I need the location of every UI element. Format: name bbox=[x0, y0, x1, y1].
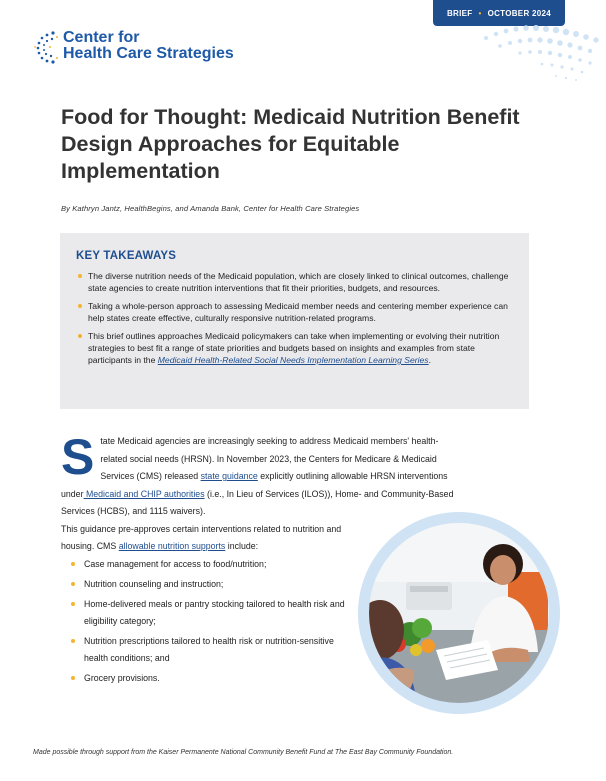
list-item: Home-delivered meals or pantry stocking tailored to health risk and eligibility category; bbox=[70, 596, 350, 630]
intro-text: include: bbox=[225, 541, 259, 551]
logo-line-1: Center for bbox=[63, 29, 140, 46]
dot-burst-logo-icon bbox=[33, 27, 61, 65]
key-takeaways-panel bbox=[60, 233, 529, 409]
nutrition-supports-list bbox=[70, 556, 350, 690]
takeaway-text: Taking a whole-person approach to assessing Medicaid member needs and centering member experience can help states create effective, culturally responsive nutrition-related programs. bbox=[88, 301, 508, 323]
list-item: Case management for access to food/nutrition; bbox=[70, 556, 350, 573]
badge-type: BRIEF bbox=[446, 8, 473, 18]
badge-separator: • bbox=[478, 8, 482, 18]
list-item: Nutrition counseling and instruction; bbox=[70, 576, 350, 593]
key-takeaways-heading: KEY TAKEAWAYS bbox=[76, 250, 177, 262]
dot-pattern-decoration bbox=[470, 22, 606, 82]
list-item: Grocery provisions. bbox=[70, 670, 350, 687]
badge-date: OCTOBER 2024 bbox=[487, 8, 552, 18]
intro-text: This guidance pre-approves certain interventions related to nutrition and housing. CMS bbox=[61, 523, 342, 551]
takeaway-text-end: . bbox=[428, 355, 431, 365]
funding-footer: Made possible through support from the Kaiser Permanente National Community Benefit Fund at The East Bay Community Foundation. bbox=[33, 749, 454, 756]
takeaway-text: This brief outlines approaches Medicaid policymakers can take when implementing or evolving their nutrition strategies to best fit a range of state priorities and budgets based on insights and examples from state participants in the bbox=[88, 331, 500, 365]
medicaid-chip-authorities-link[interactable]: Medicaid and CHIP authorities bbox=[83, 488, 205, 499]
takeaway-text: The diverse nutrition needs of the Medicaid population, which are closely linked to clinical outcomes, challenge state agencies to create nutrition interventions that fit their priorities, budgets, and resources. bbox=[88, 271, 509, 293]
takeaway-item bbox=[76, 300, 513, 324]
document-title: Food for Thought: Medicaid Nutrition Benefit Design Approaches for Equitable Implementation bbox=[61, 105, 520, 183]
chcs-logo bbox=[33, 26, 234, 66]
intro-text: explicitly outlining allowable HRSN interventions under bbox=[61, 471, 448, 499]
allowable-nutrition-supports-link[interactable]: allowable nutrition supports bbox=[118, 541, 226, 551]
state-guidance-link[interactable]: state guidance bbox=[200, 471, 258, 481]
list-item: Nutrition prescriptions tailored to health risk or nutrition-sensitive health conditions; and bbox=[70, 633, 350, 667]
byline: By Kathryn Jantz, HealthBegins, and Amanda Bank, Center for Health Care Strategies bbox=[61, 204, 360, 213]
intro-text: (i.e., In Lieu of Services (ILOS)), Home- and Community-Based Services (HCBS), and 1115 waivers). bbox=[61, 488, 454, 516]
takeaway-item bbox=[76, 330, 513, 366]
logo-wordmark bbox=[63, 30, 234, 62]
drop-cap: S bbox=[61, 429, 95, 485]
intro-text: tate Medicaid agencies are increasingly seeking to address Medicaid members' health-related social needs (HRSN). In November 2023, the Centers for Medicare & Medicaid Services (CMS) released bbox=[100, 436, 439, 481]
key-takeaways-list bbox=[76, 270, 513, 366]
guidance-text-block bbox=[61, 521, 366, 556]
nutrition-counseling-photo bbox=[358, 512, 560, 714]
takeaway-item bbox=[76, 270, 513, 294]
logo-line-2: Health Care Strategies bbox=[63, 45, 234, 62]
learning-series-link[interactable]: Medicaid Health-Related Social Needs Implementation Learning Series bbox=[157, 355, 429, 365]
